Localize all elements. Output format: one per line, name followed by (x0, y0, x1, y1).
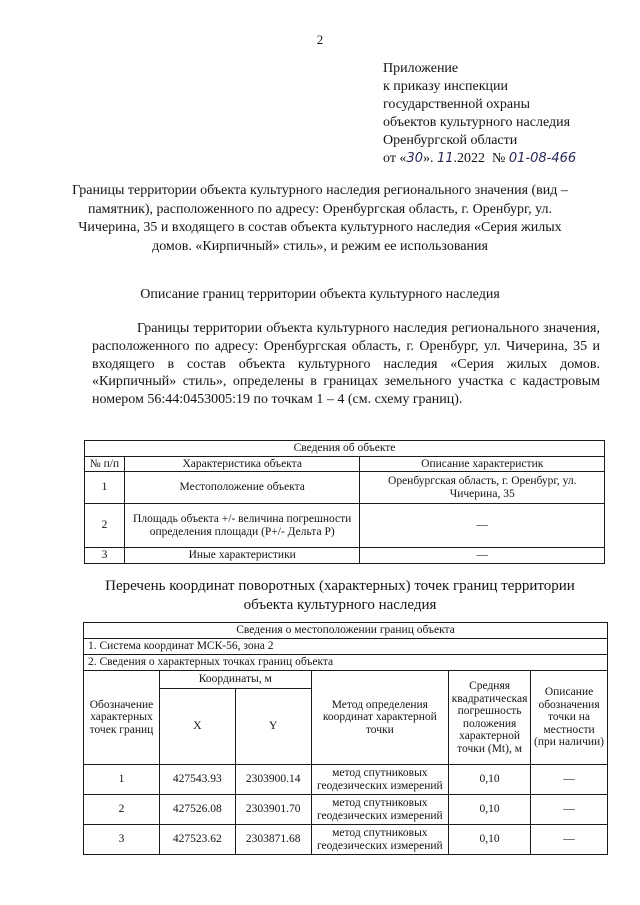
table-row (84, 825, 608, 855)
row-characteristic: Площадь объекта +/- величина погрешности определения площади (P+/- Дельта P) (124, 504, 360, 548)
appendix-line: объектов культурного наследия (383, 115, 571, 130)
point-x: 427543.93 (159, 765, 235, 795)
point-id: 2 (84, 795, 160, 825)
appendix-header (383, 60, 576, 168)
row-num: 1 (85, 472, 125, 504)
order-date-line (383, 150, 576, 168)
date-month-handwritten: 11 (436, 151, 454, 166)
header-description: Описание характеристик (360, 457, 605, 472)
table-row (84, 795, 608, 825)
point-method: метод спутниковых геодезических измерений (311, 795, 448, 825)
date-prefix: от « (383, 151, 407, 166)
row-description: Оренбургская область, г. Оренбург, ул. Чичерина, 35 (360, 472, 605, 504)
point-description: — (531, 765, 608, 795)
date-year: .2022 (453, 151, 486, 166)
header-coordinates: Координаты, м (159, 671, 311, 689)
page-number: 2 (316, 32, 324, 47)
point-y: 2303900.14 (235, 765, 311, 795)
table-row (85, 548, 605, 564)
table-row (85, 504, 605, 548)
header-num: № п/п (85, 457, 125, 472)
number-sign: № (492, 151, 506, 166)
row-characteristic: Иные характеристики (124, 548, 360, 564)
row-description: — (360, 504, 605, 548)
point-y: 2303871.68 (235, 825, 311, 855)
header-point-description: Описание обозначения точки на местности (при наличии) (531, 671, 608, 765)
header-y: Y (235, 689, 311, 765)
section-title: Описание границ территории объекта культурного наследия (140, 287, 500, 302)
coordinates-list-title: Перечень координат поворотных (характерных) точек границ территории объекта культурного наследия (105, 578, 575, 613)
table-row (84, 765, 608, 795)
point-id: 3 (84, 825, 160, 855)
header-point-designation: Обозначение характерных точек границ (84, 671, 160, 765)
object-table-caption: Сведения об объекте (85, 441, 605, 457)
point-method: метод спутниковых геодезических измерений (311, 825, 448, 855)
point-method: метод спутниковых геодезических измерений (311, 765, 448, 795)
date-mid: ». (422, 151, 434, 166)
point-accuracy: 0,10 (449, 825, 531, 855)
boundary-description: Границы территории объекта культурного наследия регионального значения, расположенного по адресу: Оренбургская область, г. Оренбург, ул. Чичерина, 35 и входящего в состав объекта культурного наследия «Серия жилых домов. «Кирпичный» стиль», определены в границах земельного участка с кадастровым номером 56:44:0453005:19 по точкам 1 – 4 (см. схему границ). (92, 321, 600, 408)
appendix-line: Приложение (383, 61, 459, 76)
point-id: 1 (84, 765, 160, 795)
document-title: Границы территории объекта культурного наследия регионального значения (вид – памятник), расположенного по адресу: Оренбургская область, г. Оренбург, ул. Чичерина, 35 и входящего в состав объекта культурного наследия «Серия жилых домов. «Кирпичный» стиль», и режим ее использования (72, 183, 568, 254)
point-accuracy: 0,10 (449, 795, 531, 825)
appendix-line: Оренбургской области (383, 133, 518, 148)
point-description: — (531, 825, 608, 855)
appendix-line: к приказу инспекции (383, 79, 509, 94)
header-method: Метод определения координат характерной точки (311, 671, 448, 765)
coordinate-system-row: 1. Система координат МСК-56, зона 2 (84, 639, 608, 655)
point-x: 427523.62 (159, 825, 235, 855)
appendix-line: государственной охраны (383, 97, 531, 112)
date-day-handwritten: 30 (406, 151, 423, 166)
coord-table-caption: Сведения о местоположении границ объекта (84, 623, 608, 639)
header-characteristic: Характеристика объекта (124, 457, 360, 472)
coordinates-table (83, 622, 608, 855)
row-characteristic: Местоположение объекта (124, 472, 360, 504)
points-info-row: 2. Сведения о характерных точках границ объекта (84, 655, 608, 671)
point-x: 427526.08 (159, 795, 235, 825)
row-num: 2 (85, 504, 125, 548)
order-number-handwritten: 01-08-466 (508, 151, 577, 166)
point-accuracy: 0,10 (449, 765, 531, 795)
header-x: X (159, 689, 235, 765)
object-info-table (84, 440, 605, 564)
point-description: — (531, 795, 608, 825)
header-accuracy: Средняя квадратическая погрешность положения характерной точки (Mt), м (449, 671, 531, 765)
row-description: — (360, 548, 605, 564)
point-y: 2303901.70 (235, 795, 311, 825)
table-row (85, 472, 605, 504)
row-num: 3 (85, 548, 125, 564)
